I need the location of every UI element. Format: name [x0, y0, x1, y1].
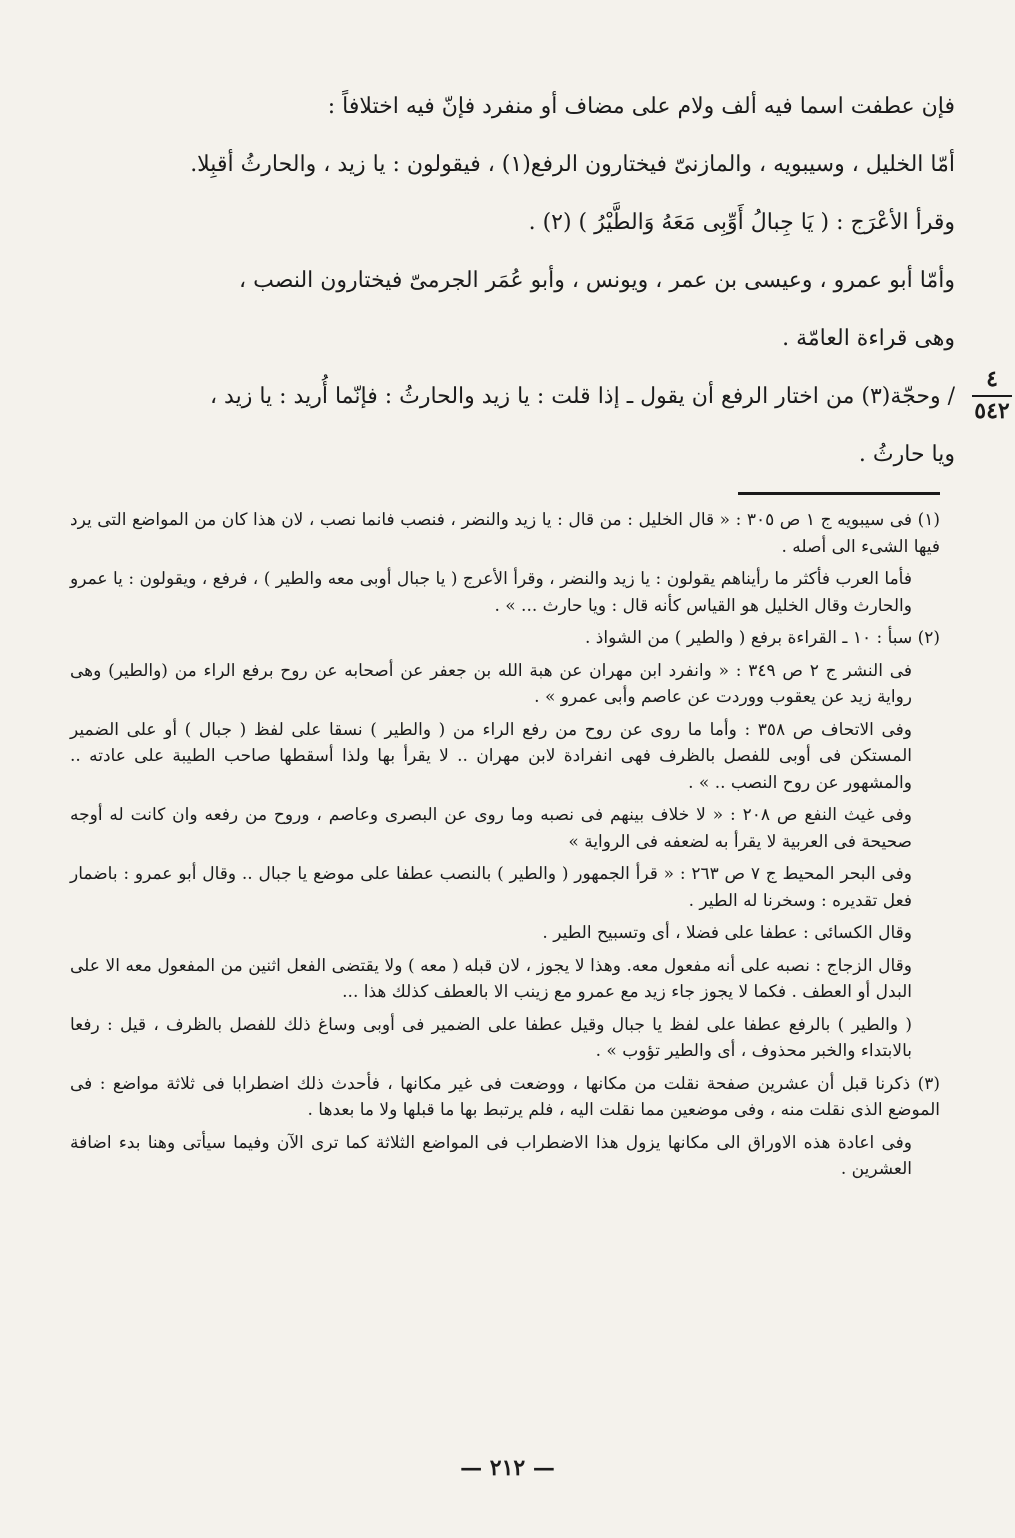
footnote: فأما العرب فأكثر ما رأيناهم يقولون : يا زيد والنضر ، وقرأ الأعرج ( يا جبال أوبى معه والطير ) ، فرفع ، ويقولون : يا عمرو والحارث وقال الخليل هو القياس كأنه قال : ويا حارث ... » .	[70, 569, 912, 616]
footnote: ( والطير ) بالرفع عطفا على لفظ يا جبال وقيل عطفا على الضمير فى أوبى وساغ ذلك للفصل بالظرف ، قيل : رفعا بالابتداء والخبر محذوف ، أى والطير تؤوب » .	[70, 1014, 912, 1061]
main-paragraph: فإن عطفت اسما فيه ألف ولام على مضاف أو منفرد فإنّ فيه اختلافاً :	[327, 94, 955, 119]
main-text	[70, 78, 955, 484]
footnote: وفى البحر المحيط ج ٧ ص ٢٦٣ : « قرأ الجمهور ( والطير ) بالنصب عطفا على موضع يا جبال .. وقال أبو عمرو : باضمار فعل تقديره : وسخرنا له الطير .	[70, 864, 912, 911]
footnote: وفى اعادة هذه الاوراق الى مكانها يزول هذا الاضطراب فى المواضع الثلاثة كما ترى الآن وفيما سيأتى وهنا بدء اضافة العشرين .	[70, 1132, 912, 1179]
footnote: وقال الكسائى : عطفا على فضلا ، أى وتسبيح الطير .	[542, 923, 912, 943]
margin-note-top: ٤	[972, 365, 1012, 397]
main-paragraph: وأمّا أبو عمرو ، وعيسى بن عمر ، ويونس ، وأبو عُمَر الجرمىّ فيختارون النصب ،	[239, 268, 955, 293]
footnote: فى النشر ج ٢ ص ٣٤٩ : « وانفرد ابن مهران عن هبة الله بن جعفر عن أصحابه عن روح برفع الراء من (والطير) وهى رواية زيد عن يعقوب ووردت عن عاصم وأبى عمرو » .	[70, 660, 912, 707]
footnote: وقال الزجاج : نصبه على أنه مفعول معه. وهذا لا يجوز ، لان قبله ( معه ) ولا يقتضى الفعل اثنين من المفعول معه الا على البدل أو العطف . فكما لا يجوز جاء زيد مع عمرو مع زينب الا بالعطف كذلك هذا ...	[70, 955, 912, 1002]
footnote: وفى الاتحاف ص ٣٥٨ : وأما ما روى عن روح من رفع الراء من ( والطير ) نسقا على لفظ ( جبال ) أو على الضمير المستكن فى أوبى للفصل بالظرف فهى انفرادة لابن مهران .. لا يقرأ بها ولذا أسقطها صاحب الطيبة على عادته .. والمشهور عن روح النصب .. » .	[70, 719, 912, 793]
main-paragraph: وهى قراءة العامّة .	[782, 326, 955, 351]
main-paragraph: ويا حارثُ .	[858, 442, 955, 467]
main-paragraph: / وحجّة(٣) من اختار الرفع أن يقول ـ إذا قلت : يا زيد والحارثُ : فإنّما أُريد : يا زيد ،	[209, 384, 955, 409]
page-number: — ٢١٢ —	[460, 1455, 555, 1481]
main-paragraph: أمّا الخليل ، وسيبويه ، والمازنىّ فيختارون الرفع(١) ، فيقولون : يا زيد ، والحارثُ أقبِلا.	[190, 152, 955, 177]
footnote: (١) فى سيبويه ج ١ ص ٣٠٥ : « قال الخليل : من قال : يا زيد والنضر ، فنصب فانما نصب ، لان هذا كان من المواضع التى يرد فيها الشىء الى أصله .	[70, 510, 940, 557]
footnote: (٣) ذكرنا قبل أن عشرين صفحة نقلت من مكانها ، ووضعت فى غير مكانها ، فأحدث ذلك اضطرابا فى ثلاثة مواضع : فى الموضع الذى نقلت منه ، وفى موضعين مما نقلت اليه ، فلم يرتبط بها ما قبلها ولا ما بعدها .	[70, 1073, 940, 1120]
margin-manuscript-reference	[972, 365, 1012, 425]
footnote: وفى غيث النفع ص ٢٠٨ : « لا خلاف بينهم فى نصبه وما روى عن البصرى وعاصم ، وروح من رفعه وان كانت له أوجه صحيحة فى العربية لا يقرأ به لضعفه فى الرواية »	[70, 805, 912, 852]
main-paragraph: وقرأ الأعْرَج : ( يَا جِبالُ أَوِّبِى مَعَهُ وَالطَّيْرُ ) (٢) .	[528, 210, 955, 235]
footnote-separator	[738, 492, 940, 495]
footnote: (٢) سبأ : ١٠ ـ القراءة برفع ( والطير ) من الشواذ .	[584, 628, 940, 648]
footnotes	[70, 507, 940, 1189]
margin-note-bottom: ٥٤٢	[974, 398, 1010, 424]
